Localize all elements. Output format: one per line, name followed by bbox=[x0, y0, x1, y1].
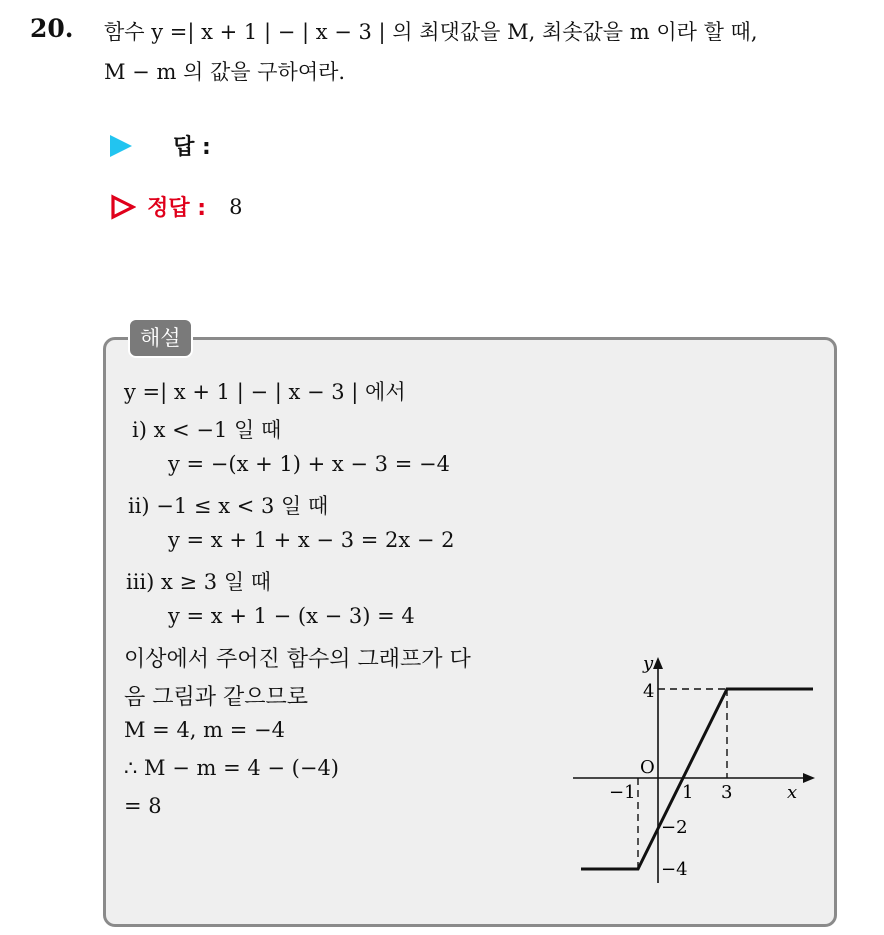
tick-label: 3 bbox=[721, 782, 733, 803]
solution-line: y = x + 1 − (x − 3) = 4 bbox=[168, 604, 415, 628]
question-number: 20. bbox=[30, 14, 74, 43]
solution-line: y =| x + 1 | − | x − 3 | 에서 bbox=[124, 380, 406, 404]
function-curve bbox=[581, 689, 813, 869]
solution-line: ⅰ) x < −1 일 때 bbox=[132, 418, 282, 442]
play-arrow-icon bbox=[110, 135, 132, 157]
solution-line: ⅲ) x ≥ 3 일 때 bbox=[126, 570, 272, 594]
outline-arrow-icon bbox=[110, 194, 136, 220]
answer-row bbox=[110, 130, 211, 161]
correct-answer-row bbox=[110, 191, 243, 222]
question-line-1: 함수 y =| x + 1 | − | x − 3 | 의 최댓값을 M, 최솟값을 m 이라 할 때, bbox=[104, 20, 758, 44]
solution-line: M = 4, m = −4 bbox=[124, 718, 285, 742]
tick-label: −1 bbox=[609, 782, 636, 803]
origin-label: O bbox=[640, 757, 655, 778]
solution-line: ⅱ) −1 ≤ x < 3 일 때 bbox=[128, 494, 329, 518]
solution-line: 음 그림과 같으므로 bbox=[124, 685, 309, 710]
function-graph bbox=[565, 645, 825, 890]
correct-answer-value: 8 bbox=[229, 194, 243, 219]
solution-line: = 8 bbox=[124, 794, 162, 818]
question-line-2: M − m 의 값을 구하여라. bbox=[104, 60, 346, 84]
tick-label: −4 bbox=[661, 859, 688, 880]
solution-line: 이상에서 주어진 함수의 그래프가 다 bbox=[124, 647, 471, 672]
solution-line: y = −(x + 1) + x − 3 = −4 bbox=[168, 452, 450, 476]
x-axis-arrow-icon bbox=[803, 773, 815, 783]
tick-label: 1 bbox=[682, 782, 694, 803]
correct-answer-label: 정답 : bbox=[147, 196, 207, 221]
tick-label: −2 bbox=[661, 817, 688, 838]
x-axis-label: x bbox=[787, 782, 798, 803]
answer-label: 답 : bbox=[173, 135, 211, 160]
solution-line: y = x + 1 + x − 3 = 2x − 2 bbox=[168, 528, 455, 552]
solution-tag: 해설 bbox=[128, 318, 193, 358]
solution-line: ∴ M − m = 4 − (−4) bbox=[124, 756, 339, 780]
y-axis-arrow-icon bbox=[653, 657, 663, 669]
tick-label: 4 bbox=[643, 681, 655, 702]
y-axis-label: y bbox=[643, 653, 654, 674]
